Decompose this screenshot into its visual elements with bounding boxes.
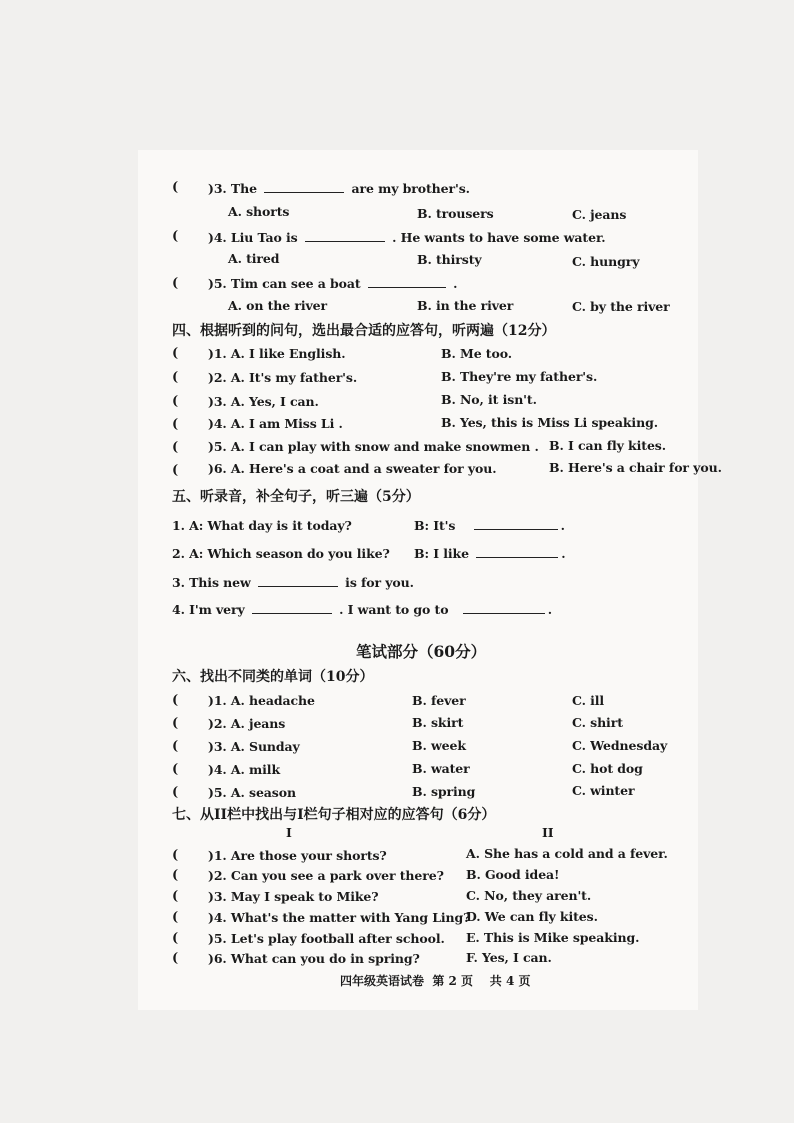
answer-paren[interactable]: ( <box>172 370 179 385</box>
answer-paren[interactable]: ( <box>172 463 179 478</box>
column-1-sentence: )5. Let's play football after school. <box>208 931 445 946</box>
section-7-title: 七、从II栏中找出与I栏句子相对应的应答句（6分） <box>172 807 496 823</box>
option-b: B. trousers <box>417 206 494 221</box>
answer-paren[interactable]: ( <box>172 693 179 708</box>
word-c: C. ill <box>572 693 605 708</box>
item-option-b: B. No, it isn't. <box>441 392 537 407</box>
answer-paren[interactable]: ( <box>172 440 179 455</box>
option-c: C. by the river <box>572 299 670 314</box>
option-b: B. in the river <box>417 298 514 313</box>
item-option-b: B. I can fly kites. <box>549 438 666 453</box>
item-option-a: )1. A. I like English. <box>208 346 346 361</box>
answer-paren[interactable]: ( <box>172 951 179 966</box>
answer-paren[interactable]: ( <box>172 180 179 195</box>
answer-paren[interactable]: ( <box>172 762 179 777</box>
column-1-sentence: )1. Are those your shorts? <box>208 848 387 863</box>
sentence-4: 4. I'm very . I want to go to . <box>172 602 552 617</box>
column-1-sentence: )6. What can you do in spring? <box>208 951 420 966</box>
word-c: C. hot dog <box>572 761 643 776</box>
answer-paren[interactable]: ( <box>172 785 179 800</box>
word-c: C. Wednesday <box>572 738 668 753</box>
word-b: B. water <box>412 761 470 776</box>
column-1-header: I <box>286 825 292 840</box>
option-c: C. hungry <box>572 254 640 269</box>
word-b: B. week <box>412 738 466 753</box>
word-a: )3. A. Sunday <box>208 739 300 754</box>
section-5-title: 五、听录音，补全句子，听三遍（5分） <box>172 489 420 505</box>
option-a: A. shorts <box>228 204 290 219</box>
column-2-response: A. She has a cold and a fever. <box>466 846 668 861</box>
word-a: )4. A. milk <box>208 762 281 777</box>
dialogue-answer: B: I like . <box>414 546 566 561</box>
question-5: )5. Tim can see a boat . <box>208 276 458 291</box>
dialogue-answer: B: It's . <box>414 518 565 533</box>
answer-paren[interactable]: ( <box>172 394 179 409</box>
option-a: A. tired <box>228 251 280 266</box>
item-option-a: )5. A. I can play with snow and make snowmen . <box>208 439 539 454</box>
word-a: )2. A. jeans <box>208 716 286 731</box>
fill-blank[interactable] <box>368 275 446 288</box>
section-4-title: 四、根据听到的问句，选出最合适的应答句，听两遍（12分） <box>172 323 556 339</box>
dialogue-question: 2. A: Which season do you like? <box>172 546 390 561</box>
fill-blank[interactable] <box>258 574 338 587</box>
question-3: )3. The are my brother's. <box>208 181 470 196</box>
answer-paren[interactable]: ( <box>172 848 179 863</box>
written-part-title: 笔试部分（60分） <box>356 642 487 661</box>
answer-paren[interactable]: ( <box>172 417 179 432</box>
column-2-response: F. Yes, I can. <box>466 950 552 965</box>
dialogue-question: 1. A: What day is it today? <box>172 518 352 533</box>
item-option-a: )4. A. I am Miss Li . <box>208 416 343 431</box>
column-1-sentence: )2. Can you see a park over there? <box>208 868 444 883</box>
item-option-a: )2. A. It's my father's. <box>208 370 358 385</box>
fill-blank[interactable] <box>476 545 558 558</box>
answer-paren[interactable]: ( <box>172 889 179 904</box>
item-option-a: )3. A. Yes, I can. <box>208 394 319 409</box>
item-option-a: )6. A. Here's a coat and a sweater for you. <box>208 461 497 476</box>
word-b: B. spring <box>412 784 476 799</box>
option-c: C. jeans <box>572 207 627 222</box>
answer-paren[interactable]: ( <box>172 910 179 925</box>
answer-paren[interactable]: ( <box>172 276 179 291</box>
word-c: C. shirt <box>572 715 623 730</box>
item-option-b: B. They're my father's. <box>441 369 598 384</box>
word-c: C. winter <box>572 783 635 798</box>
column-2-response: B. Good idea! <box>466 867 560 882</box>
fill-blank[interactable] <box>305 229 385 242</box>
item-option-b: B. Me too. <box>441 346 512 361</box>
word-a: )1. A. headache <box>208 693 315 708</box>
page-footer: 四年级英语试卷 第 2 页 共 4 页 <box>340 974 531 988</box>
column-1-sentence: )4. What's the matter with Yang Ling? <box>208 910 471 925</box>
fill-blank[interactable] <box>264 180 344 193</box>
column-2-response: C. No, they aren't. <box>466 888 592 903</box>
fill-blank[interactable] <box>463 601 545 614</box>
option-a: A. on the river <box>228 298 327 313</box>
column-2-response: E. This is Mike speaking. <box>466 930 640 945</box>
answer-paren[interactable]: ( <box>172 931 179 946</box>
column-1-sentence: )3. May I speak to Mike? <box>208 889 379 904</box>
answer-paren[interactable]: ( <box>172 229 179 244</box>
word-b: B. skirt <box>412 715 464 730</box>
word-b: B. fever <box>412 693 466 708</box>
word-a: )5. A. season <box>208 785 296 800</box>
item-option-b: B. Yes, this is Miss Li speaking. <box>441 415 658 430</box>
answer-paren[interactable]: ( <box>172 868 179 883</box>
question-4: )4. Liu Tao is . He wants to have some water. <box>208 230 606 245</box>
option-b: B. thirsty <box>417 252 482 267</box>
item-option-b: B. Here's a chair for you. <box>549 460 722 475</box>
column-2-header: II <box>542 825 554 840</box>
fill-blank[interactable] <box>474 517 558 530</box>
sentence-3: 3. This new is for you. <box>172 575 414 590</box>
section-6-title: 六、找出不同类的单词（10分） <box>172 669 374 685</box>
answer-paren[interactable]: ( <box>172 716 179 731</box>
answer-paren[interactable]: ( <box>172 739 179 754</box>
answer-paren[interactable]: ( <box>172 346 179 361</box>
fill-blank[interactable] <box>252 601 332 614</box>
column-2-response: D. We can fly kites. <box>466 909 598 924</box>
